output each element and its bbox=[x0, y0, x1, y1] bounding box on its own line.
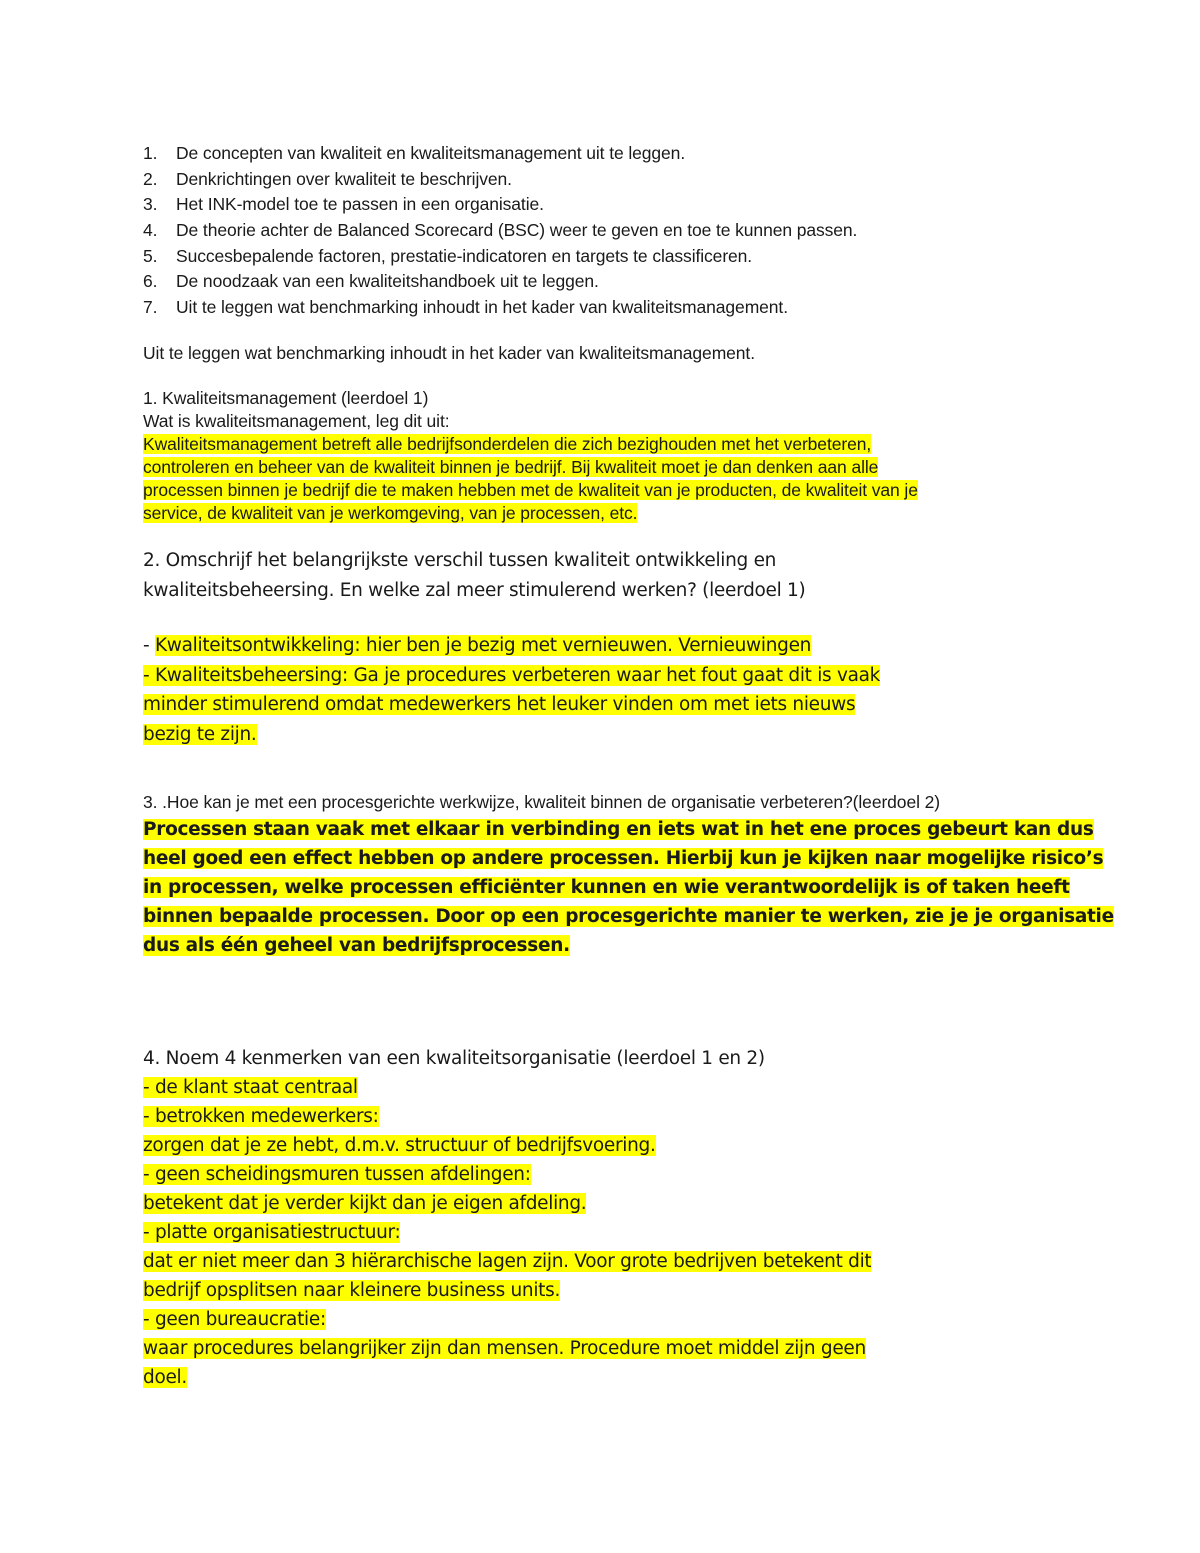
list-text: Het INK-model toe te passen in een organisatie. bbox=[176, 194, 544, 215]
answer-4-line: doel. bbox=[143, 1367, 187, 1388]
list-text: Denkrichtingen over kwaliteit te beschrijven. bbox=[176, 168, 512, 189]
answer-3-line: in processen, welke processen efficiënter kunnen en wie verantwoordelijk is of taken heeft bbox=[143, 877, 1070, 898]
list-text: Uit te leggen wat benchmarking inhoudt in het kader van kwaliteitsmanagement. bbox=[176, 297, 788, 318]
answer-2-line: bezig te zijn. bbox=[143, 723, 257, 745]
answer-4-line: zorgen dat je ze hebt, d.m.v. structuur of bedrijfsvoering. bbox=[143, 1135, 656, 1156]
answer-1-line: processen binnen je bedrijf die te maken hebben met de kwaliteit van je producten, de kwaliteit van je bbox=[143, 480, 918, 500]
answer-2-line: - Kwaliteitsbeheersing: Ga je procedures verbeteren waar het fout gaat dit is vaak bbox=[143, 664, 881, 686]
answer-1-line: Kwaliteitsmanagement betreft alle bedrijfsonderdelen die zich bezighouden met het verbeteren, bbox=[143, 434, 872, 454]
question-1-block bbox=[143, 387, 1073, 525]
question-3-text: 3. .Hoe kan je met een procesgerichte werkwijze, kwaliteit binnen de organisatie verbeteren?(leerdoel 2) bbox=[143, 792, 940, 812]
answer-4-line: - geen scheidingsmuren tussen afdelingen: bbox=[143, 1164, 531, 1185]
answer-2-block bbox=[143, 631, 1073, 749]
list-text: De theorie achter de Balanced Scorecard (BSC) weer te geven en toe te kunnen passen. bbox=[176, 220, 858, 241]
answer-3-line: binnen bepaalde processen. Door op een procesgerichte manier te werken, zie je je organisatie bbox=[143, 906, 1114, 927]
answer-4-line: - de klant staat centraal bbox=[143, 1077, 358, 1098]
list-text: De noodzaak van een kwaliteitshandboek uit te leggen. bbox=[176, 271, 599, 292]
question-1-heading: 1. Kwaliteitsmanagement (leerdoel 1) bbox=[143, 388, 429, 408]
answer-4-line: - geen bureaucratie: bbox=[143, 1309, 326, 1330]
list-text: De concepten van kwaliteit en kwaliteitsmanagement uit te leggen. bbox=[176, 143, 686, 163]
answer-4-line: - platte organisatiestructuur: bbox=[143, 1222, 401, 1243]
answer-1-line: service, de kwaliteit van je werkomgeving, van je processen, etc. bbox=[143, 503, 638, 523]
list-number: 7. bbox=[143, 297, 158, 318]
question-4-block bbox=[143, 1044, 1073, 1392]
answer-3-block bbox=[143, 815, 1114, 960]
list-number: 4. bbox=[143, 220, 158, 241]
list-text: Succesbepalende factoren, prestatie-indicatoren en targets te classificeren. bbox=[176, 245, 753, 266]
intro-paragraph bbox=[143, 342, 1073, 364]
question-2-text: kwaliteitsbeheersing. En welke zal meer stimulerend werken? (leerdoel 1) bbox=[143, 580, 806, 601]
answer-3-line: dus als één geheel van bedrijfsprocessen. bbox=[143, 935, 570, 956]
intro-text: Uit te leggen wat benchmarking inhoudt in het kader van kwaliteitsmanagement. bbox=[143, 343, 755, 363]
question-2-block bbox=[143, 546, 1073, 606]
answer-4-line: bedrijf opsplitsen naar kleinere business units. bbox=[143, 1280, 561, 1301]
answer-3-line: heel goed een effect hebben op andere processen. Hierbij kun je kijken naar mogelijke risico’s bbox=[143, 848, 1104, 869]
answer-1-line: controleren en beheer van de kwaliteit binnen je bedrijf. Bij kwaliteit moet je dan denken aan alle bbox=[143, 457, 879, 477]
list-number: 6. bbox=[143, 271, 158, 292]
answer-4-line: dat er niet meer dan 3 hiërarchische lagen zijn. Voor grote bedrijven betekent dit bbox=[143, 1251, 872, 1272]
answer-2-line: minder stimulerend omdat medewerkers het leuker vinden om met iets nieuws bbox=[143, 694, 856, 715]
question-4-text: 4. Noem 4 kenmerken van een kwaliteitsorganisatie (leerdoel 1 en 2) bbox=[143, 1048, 765, 1069]
list-number: 5. bbox=[143, 245, 158, 266]
answer-4-line: betekent dat je verder kijkt dan je eigen afdeling. bbox=[143, 1193, 587, 1214]
answer-2-dash: - bbox=[143, 635, 155, 656]
list-number: 3. bbox=[143, 194, 158, 215]
list-number: 2. bbox=[143, 168, 158, 189]
answer-4-line: - betrokken medewerkers: bbox=[143, 1106, 379, 1127]
question-1-text: Wat is kwaliteitsmanagement, leg dit uit: bbox=[143, 411, 450, 431]
question-3-block bbox=[143, 791, 1073, 813]
answer-4-line: waar procedures belangrijker zijn dan mensen. Procedure moet middel zijn geen bbox=[143, 1338, 866, 1359]
answer-2-line: Kwaliteitsontwikkeling: hier ben je bezig met vernieuwen. Vernieuwingen bbox=[154, 635, 812, 656]
list-number: 1. bbox=[143, 143, 158, 163]
answer-3-line: Processen staan vaak met elkaar in verbinding en iets wat in het ene proces gebeurt kan dus bbox=[143, 819, 1094, 840]
question-2-text: 2. Omschrijf het belangrijkste verschil tussen kwaliteit ontwikkeling en bbox=[143, 550, 777, 571]
